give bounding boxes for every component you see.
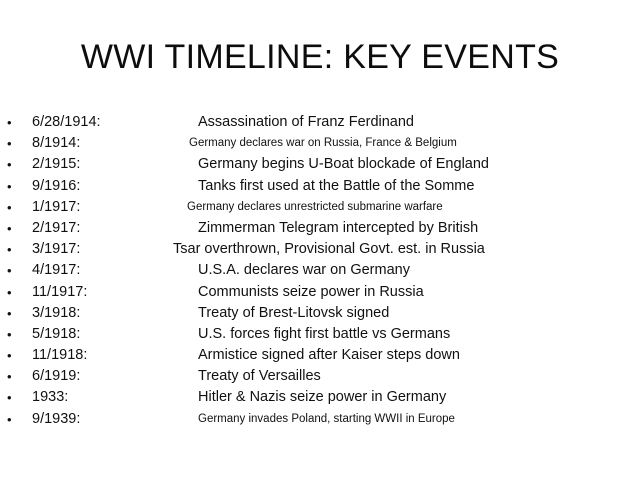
event-date: 6/1919: xyxy=(32,368,81,385)
event-date: 9/1916: xyxy=(32,177,81,194)
event-date: 2/1917: xyxy=(32,219,81,236)
event-date: 2/1915: xyxy=(32,156,81,173)
timeline-item xyxy=(0,197,640,218)
event-description: U.S.A. declares war on Germany xyxy=(198,262,410,279)
slide-title: WWI TIMELINE: KEY EVENTS xyxy=(80,38,560,76)
timeline-item xyxy=(0,239,640,260)
bullet-icon: • xyxy=(7,348,12,364)
event-date: 9/1939: xyxy=(32,410,81,427)
event-date: 11/1918: xyxy=(32,347,88,364)
bullet-icon: • xyxy=(7,157,12,173)
timeline-item xyxy=(0,303,640,324)
event-description: Armistice signed after Kaiser steps down xyxy=(198,347,460,364)
bullet-icon: • xyxy=(7,369,12,385)
timeline-item xyxy=(0,133,640,154)
event-date: 11/1917: xyxy=(32,283,88,300)
bullet-icon: • xyxy=(7,284,12,300)
timeline-item xyxy=(0,218,640,239)
bullet-icon: • xyxy=(7,305,12,321)
timeline-item xyxy=(0,112,640,133)
bullet-icon: • xyxy=(7,199,12,215)
bullet-icon: • xyxy=(7,326,12,342)
event-date: 3/1918: xyxy=(32,304,81,321)
bullet-icon: • xyxy=(7,178,12,194)
bullet-icon: • xyxy=(7,242,12,258)
event-date: 5/1918: xyxy=(32,325,81,342)
event-date: 6/28/1914: xyxy=(32,114,101,130)
timeline-item xyxy=(0,409,640,430)
event-date: 1/1917: xyxy=(32,198,81,215)
bullet-icon: • xyxy=(7,136,12,152)
event-description: Hitler & Nazis seize power in Germany xyxy=(198,389,447,406)
timeline-item xyxy=(0,324,640,345)
event-date: 3/1917: xyxy=(32,241,81,258)
bullet-icon: • xyxy=(7,220,12,236)
event-description: Assassination of Franz Ferdinand xyxy=(198,114,414,130)
timeline-item xyxy=(0,260,640,281)
event-description: Germany declares war on Russia, France & Belgium xyxy=(189,137,457,150)
event-description: U.S. forces fight first battle vs Germans xyxy=(198,325,451,342)
event-description: Communists seize power in Russia xyxy=(198,283,424,300)
event-date: 8/1914: xyxy=(32,135,81,152)
event-description: Germany begins U-Boat blockade of England xyxy=(198,156,489,173)
timeline-item xyxy=(0,345,640,366)
timeline-list xyxy=(0,112,640,430)
event-description: Treaty of Versailles xyxy=(198,368,321,385)
timeline-item xyxy=(0,366,640,387)
event-description: Tsar overthrown, Provisional Govt. est. in Russia xyxy=(173,241,485,258)
timeline-item xyxy=(0,154,640,175)
event-date: 4/1917: xyxy=(32,262,81,279)
bullet-icon: • xyxy=(7,411,12,427)
event-description: Germany invades Poland, starting WWII in Europe xyxy=(198,412,455,425)
timeline-item xyxy=(0,282,640,303)
timeline-item xyxy=(0,387,640,408)
event-description: Germany declares unrestricted submarine warfare xyxy=(187,200,443,213)
event-description: Tanks first used at the Battle of the Somme xyxy=(198,177,475,194)
bullet-icon: • xyxy=(7,115,12,130)
timeline-item xyxy=(0,176,640,197)
event-description: Zimmerman Telegram intercepted by British xyxy=(198,219,479,236)
event-date: 1933: xyxy=(32,389,69,406)
bullet-icon: • xyxy=(7,263,12,279)
bullet-icon: • xyxy=(7,390,12,406)
event-description: Treaty of Brest-Litovsk signed xyxy=(198,304,390,321)
